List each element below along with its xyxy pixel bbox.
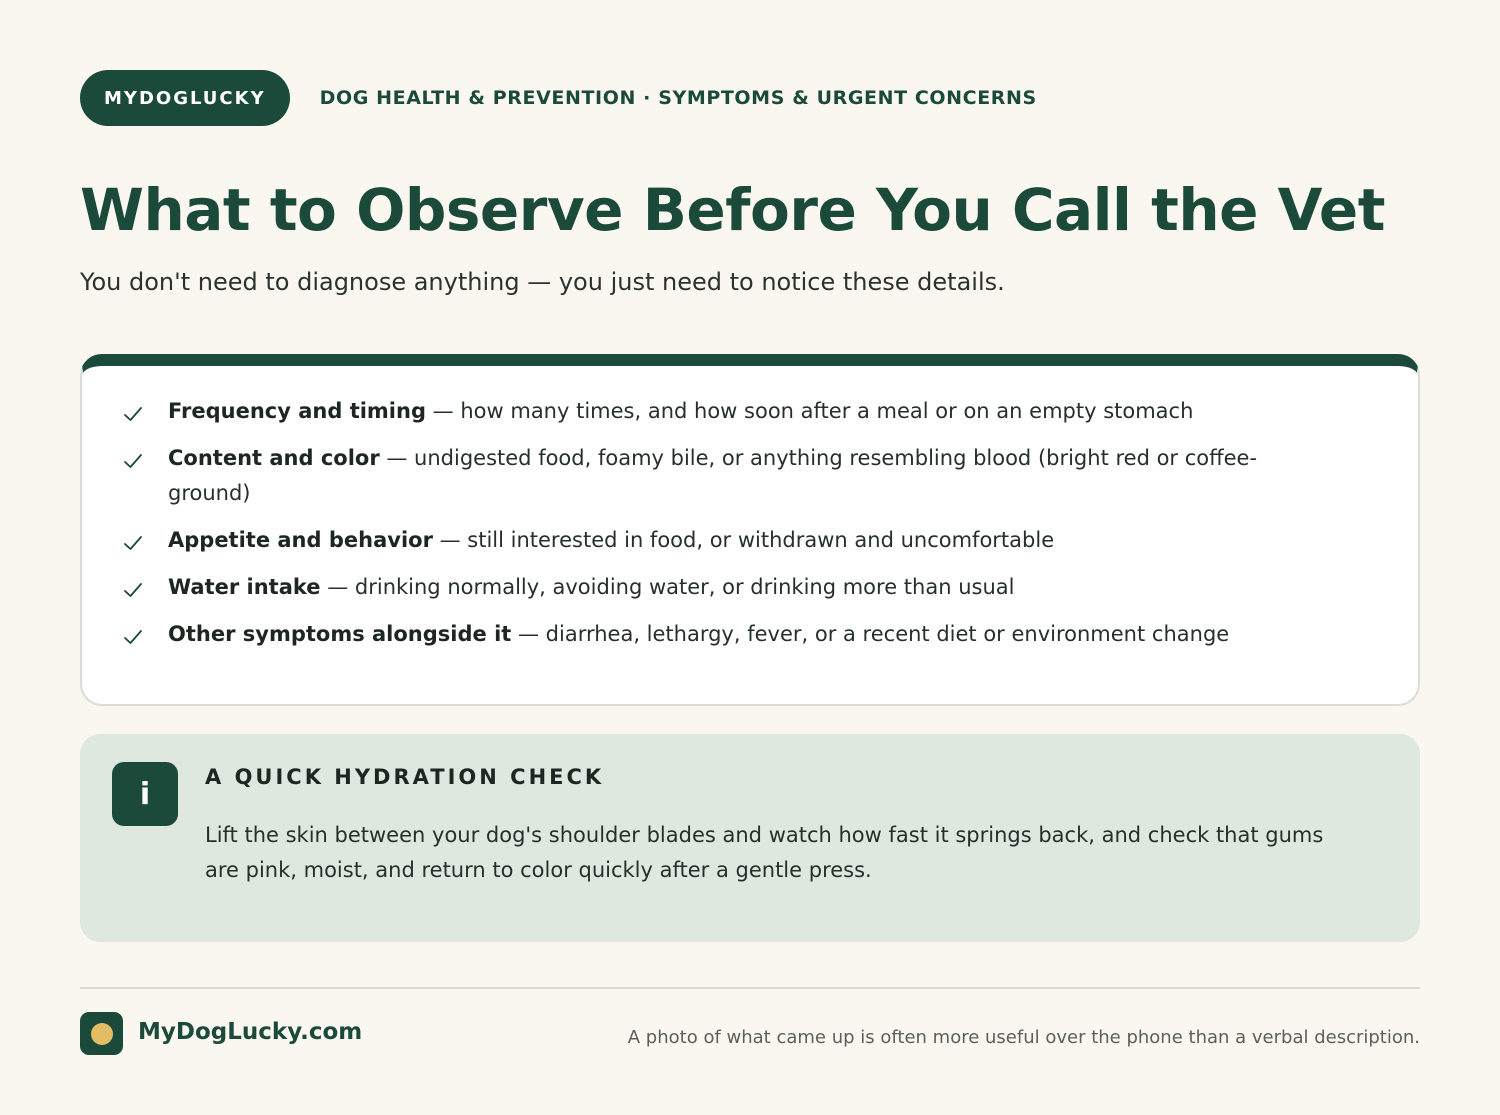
- checklist-item-label: Content and color: [168, 446, 380, 470]
- footer-divider: [80, 987, 1420, 989]
- checkmark-icon: [122, 579, 144, 601]
- checklist-item-text: [168, 441, 1322, 511]
- checklist: [122, 394, 1322, 664]
- checklist-item-detail: — how many times, and how soon after a meal or on an empty stomach: [426, 399, 1194, 423]
- checklist-item-text: [168, 617, 1322, 652]
- footer-site-link[interactable]: MyDogLucky.com: [138, 1019, 363, 1045]
- checkmark-icon: [122, 450, 144, 472]
- checklist-item-other-symptoms: [122, 617, 1322, 652]
- checklist-item-label: Other symptoms alongside it: [168, 622, 512, 646]
- hydration-callout: [80, 734, 1420, 942]
- checklist-item-detail: — still interested in food, or withdrawn and uncomfortable: [432, 528, 1055, 552]
- checklist-item-frequency: [122, 394, 1322, 429]
- checklist-item-text: [168, 570, 1322, 605]
- header: [80, 70, 1420, 126]
- checklist-card: [80, 354, 1420, 706]
- checklist-item-detail: — diarrhea, lethargy, fever, or a recent diet or environment change: [511, 622, 1230, 646]
- hydration-title: A QUICK HYDRATION CHECK: [205, 765, 605, 789]
- info-icon: i: [112, 762, 178, 826]
- checklist-item-appetite: [122, 523, 1322, 558]
- checklist-item-text: [168, 394, 1322, 429]
- page: [80, 70, 1420, 1048]
- site-logo-icon: [80, 1012, 123, 1055]
- checklist-item-label: Appetite and behavior: [168, 528, 433, 552]
- checkmark-icon: [122, 403, 144, 425]
- checklist-item-label: Frequency and timing: [168, 399, 426, 423]
- checkmark-icon: [122, 532, 144, 554]
- checklist-item-water: [122, 570, 1322, 605]
- checklist-item-content: [122, 441, 1322, 511]
- footer-note: A photo of what came up is often more useful over the phone than a verbal description.: [627, 1027, 1420, 1048]
- page-subtitle: You don't need to diagnose anything — you just need to notice these details.: [80, 268, 1005, 296]
- brand-badge[interactable]: MYDOGLUCKY: [80, 70, 290, 126]
- checklist-item-label: Water intake: [168, 575, 321, 599]
- breadcrumb[interactable]: DOG HEALTH & PREVENTION · SYMPTOMS & URGENT CONCERNS: [319, 87, 1037, 109]
- checklist-item-detail: — drinking normally, avoiding water, or drinking more than usual: [320, 575, 1015, 599]
- checklist-item-detail: — undigested food, foamy bile, or anything resembling blood (bright red or coffee-ground): [168, 446, 1258, 505]
- hydration-body: Lift the skin between your dog's shoulder blades and watch how fast it springs back, and check that gums are pink, moist, and return to color quickly after a gentle press.: [205, 823, 1324, 882]
- checkmark-icon: [122, 626, 144, 648]
- page-title: What to Observe Before You Call the Vet: [80, 176, 1385, 244]
- checklist-item-text: [168, 523, 1322, 558]
- logo-dot: [91, 1023, 113, 1045]
